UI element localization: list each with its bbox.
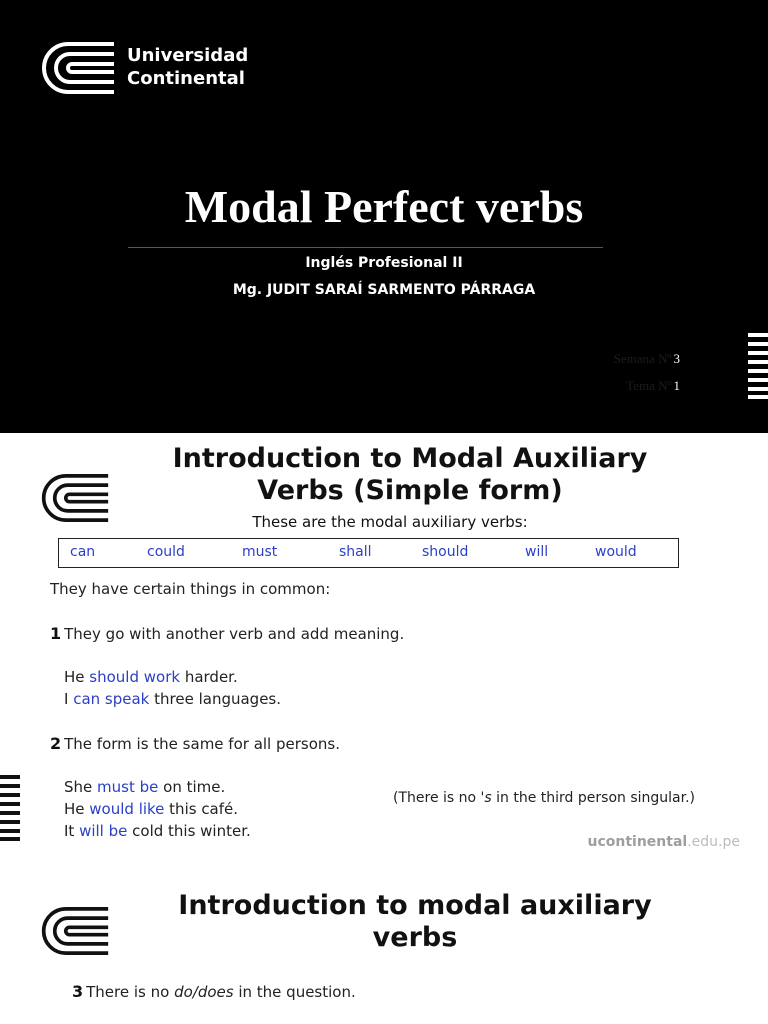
title-divider: [128, 247, 603, 248]
modal-verbs-box: [58, 538, 679, 568]
example-post: this café.: [164, 800, 239, 818]
tema-label: Tema Nº: [626, 378, 672, 393]
example-line: [64, 668, 238, 686]
example-pre: It: [64, 822, 80, 840]
point-number: 2: [50, 734, 62, 753]
example-line: [64, 800, 238, 818]
point-3: [72, 982, 356, 1001]
brand-line-2: Continental: [127, 68, 245, 89]
example-pre: She: [64, 778, 98, 796]
point-number: 1: [50, 624, 62, 643]
example-post: cold this winter.: [127, 822, 251, 840]
point-text-post: in the question.: [233, 983, 356, 1001]
semana-row: [614, 351, 680, 367]
example-pre: I: [64, 690, 74, 708]
example-modal: will be: [79, 822, 128, 840]
point-text-em: do/does: [174, 983, 234, 1001]
example-post: three languages.: [149, 690, 282, 708]
brand-name: [127, 44, 248, 90]
note-pre: (There is no: [393, 790, 481, 806]
point-number: 3: [72, 982, 84, 1001]
tema-row: [626, 378, 680, 394]
intro-text: These are the modal auxiliary verbs:: [252, 513, 528, 531]
example-line: [64, 778, 225, 796]
example-post: harder.: [180, 668, 238, 686]
modal-verb: could: [147, 544, 185, 560]
presentation-title: Modal Perfect verbs: [184, 181, 584, 232]
slide-title-line-2: Verbs (Simple form): [257, 475, 563, 506]
third-person-note: [393, 790, 695, 806]
website-tld: .edu.pe: [687, 834, 740, 850]
note-em: 's: [480, 790, 492, 806]
example-line: [64, 822, 251, 840]
slide-title-line-2: verbs: [372, 922, 458, 953]
tema-value: 1: [673, 378, 680, 393]
website-url: [588, 834, 741, 850]
point-2: [50, 734, 340, 753]
teacher-name: Mg. JUDIT SARAÍ SARMENTO PÁRRAGA: [232, 282, 536, 298]
modal-verb: will: [525, 544, 549, 560]
point-text: The form is the same for all persons.: [64, 735, 340, 753]
modal-verb: can: [70, 544, 96, 560]
example-line: [64, 690, 281, 708]
slide-title-line-1: Introduction to Modal Auxiliary: [172, 443, 648, 474]
course-name: Inglés Profesional II: [305, 255, 463, 271]
example-modal: can speak: [73, 690, 150, 708]
point-text: They go with another verb and add meaning.: [64, 625, 405, 643]
modal-verb: must: [242, 544, 278, 560]
modal-verb: shall: [339, 544, 372, 560]
website-domain: ucontinental: [587, 834, 688, 850]
slide-title: [130, 443, 690, 507]
common-text: They have certain things in common:: [50, 580, 331, 598]
universidad-continental-logo-icon: [40, 904, 110, 958]
example-modal: must be: [97, 778, 159, 796]
example-pre: He: [64, 668, 90, 686]
modal-verbs-slide: [0, 433, 768, 870]
brand-line-1: Universidad: [127, 45, 249, 66]
stripes-decoration-icon: [0, 775, 20, 841]
stripes-decoration-icon: [748, 333, 768, 399]
modal-verb: would: [595, 544, 637, 560]
slide-title: [130, 890, 700, 954]
example-pre: He: [64, 800, 90, 818]
example-modal: would like: [89, 800, 165, 818]
slide-title-line-1: Introduction to modal auxiliary: [178, 890, 652, 921]
semana-label: Semana Nº: [613, 351, 672, 366]
modal-verb: should: [422, 544, 469, 560]
point-text-pre: There is no: [86, 983, 175, 1001]
example-post: on time.: [158, 778, 226, 796]
title-slide: [0, 0, 768, 433]
note-post: in the third person singular.): [491, 790, 695, 806]
semana-value: 3: [673, 351, 680, 366]
universidad-continental-logo-icon: [40, 40, 116, 96]
modal-verbs-slide-2: [0, 870, 768, 1024]
example-modal: should work: [89, 668, 181, 686]
point-1: [50, 624, 404, 643]
